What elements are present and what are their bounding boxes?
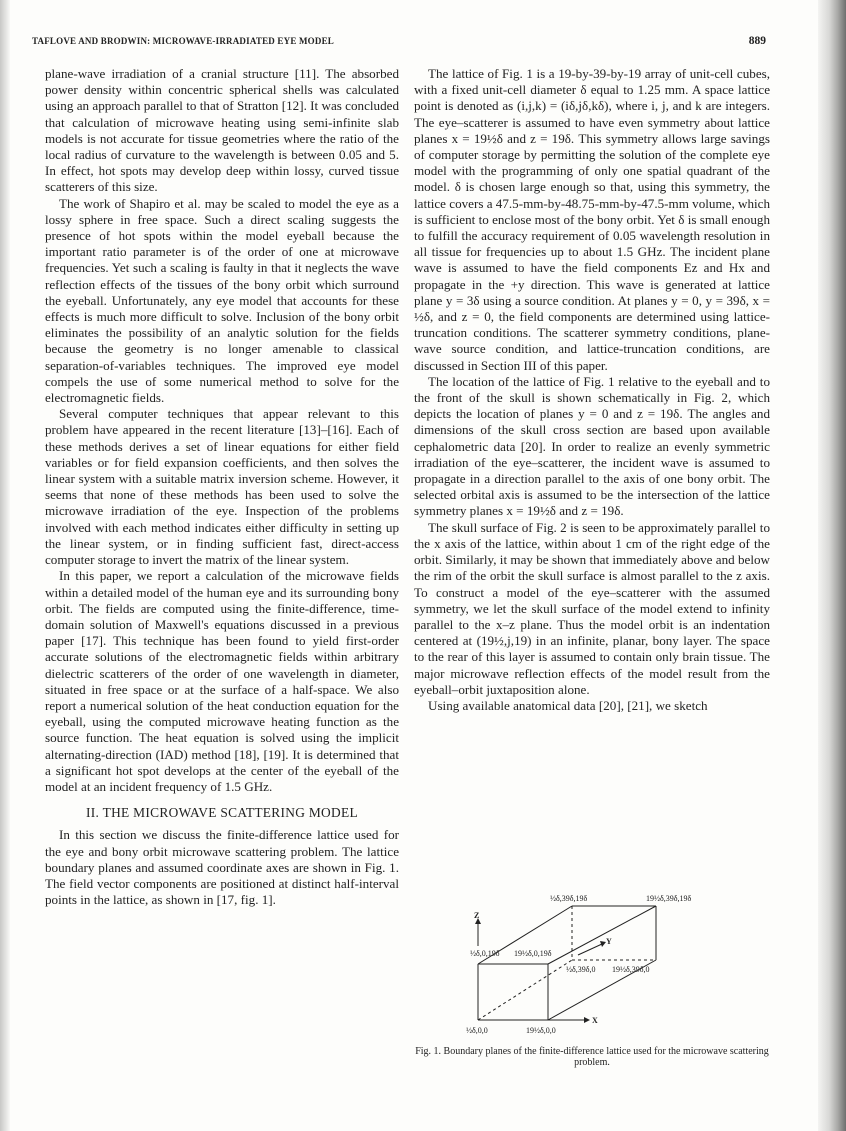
paragraph: Using available anatomical data [20], [21], we sketch: [428, 697, 708, 713]
label-axis-y: Y: [606, 937, 612, 946]
paragraph: plane-wave irradiation of a cranial structure [11]. The absorbed power density within concentric spherical shells was calculated using an approach parallel to that of Stratton [12]. It was concluded that calculation of microwave heating using semi-infinite slab models is not accurate for tissue geometries where the ratio of the local radius of curvature to the wavelength is between 0.05 and 5. In effect, hot spots may develop deep within lossy, curved tissue scatterers of this size.: [45, 66, 399, 195]
label-axis-x: X: [592, 1016, 598, 1025]
label-axis-z: Z: [474, 911, 480, 920]
scan-right-edge: [818, 0, 846, 1131]
hidden-bottom-left-depth-edge: [478, 960, 572, 1020]
lattice-diagram: [414, 888, 770, 1044]
paragraph: The lattice of Fig. 1 is a 19-by-39-by-19 array of unit-cell cubes, with a fixed unit-cell diameter δ equal to 1.25 mm. A space lattice point is denoted as (i,j,k) = (iδ,jδ,kδ), where i, j, and k are integers. The eye–scatterer is assumed to have even symmetry about lattice planes x = 19½δ and z = 19δ. This symmetry allows large savings of computer storage by permitting the solution of the complete eye model with the programming of only one spatial quadrant of the model. δ is chosen large enough so that, using this symmetry, the lattice covers a 47.5-mm-by-48.75-mm-by-47.5-mm volume, which is sufficient to enclose most of the bony orbit. Yet δ is small enough to fulfill the accuracy requirement of 0.05 wavelength resolution in all tissue for frequencies up to about 1.5 GHz. The incident plane wave is assumed to have the field components Ez and Hx and propagate in the +y direction. This wave is generated at lattice plane y = 3δ using a source condition. At planes y = 0, y = 39δ, x = ½δ, and z = 0, the field components are determined using lattice-truncation conditions. The scatterer symmetry conditions, plane-wave source condition, and lattice-truncation conditions, are discussed in Section III of this paper.: [414, 66, 770, 373]
paragraph: The work of Shapiro et al. may be scaled to model the eye as a lossy sphere in free space. Such a direct scaling suggests the presence of hot spots within the model eyeball because the important ratio parameter is of the order of one at microwave frequencies. Yet such a scaling is faulty in that it neglects the wave reflection effects of the tissues of the bony orbit which surround the eyeball. Unfortunately, any eye model that accounts for these effects is much more difficult to solve. Inclusion of the bony orbit eliminates the possibility of an analytic solution for the fields because the geometry is no longer amenable to classical separation-of-variables techniques. The improved eye model compels the use of some numerical method to solve for the electromagnetic fields.: [45, 195, 399, 406]
top-right-depth-edge: [548, 906, 656, 964]
left-column: [45, 66, 399, 908]
paragraph: The location of the lattice of Fig. 1 relative to the eyeball and to the front of the skull is shown schematically in Fig. 2, which depicts the location of planes y = 0 and z = 19δ. The angles and dimensions of the skull cross section are based upon available cephalometric data [20]. In order to realize an evenly symmetric irradiation of the eye–scatterer, the incident wave is assumed to propagate in a direction parallel to the axis of one bony orbit. The selected orbital axis is assumed to be the intersection of the lattice symmetry planes x = 19½δ and z = 19δ.: [414, 373, 770, 519]
scan-left-edge: [0, 0, 10, 1131]
section-heading: II. THE MICROWAVE SCATTERING MODEL: [86, 805, 358, 821]
running-title: TAFLOVE AND BRODWIN: MICROWAVE-IRRADIATED EYE MODEL: [32, 36, 334, 46]
label-mid-center: 19½δ,0,19δ: [514, 949, 552, 958]
figure-caption: Fig. 1. Boundary planes of the finite-difference lattice used for the microwave scattering problem.: [415, 1046, 769, 1068]
label-top-left: ½δ,39δ,19δ: [550, 894, 588, 903]
paragraph: The skull surface of Fig. 2 is seen to be approximately parallel to the x axis of the lattice, within about 1 cm of the right edge of the orbit. Similarly, it may be shown that immediately above and below the rim of the orbit the skull surface is almost parallel to the z axis. To construct a model of the eye–scatterer with the assumed symmetry, we let the skull surface of the model extend to infinity parallel to the x–z plane. Thus the model orbit is an indentation centered at (19½,j,19) in an infinite, planar, bony layer. The space to the rear of this layer is assumed to contain only brain tissue. The major microwave reflection effects of the model result from the eyeball–orbit juxtaposition alone.: [414, 519, 770, 697]
page-header: [32, 36, 766, 52]
label-back-bottom-left: ½δ,39δ,0: [566, 965, 596, 974]
page-number: 889: [748, 35, 766, 47]
label-back-bottom-right: 19½δ,39δ,0: [612, 965, 650, 974]
paragraph: Several computer techniques that appear relevant to this problem have appeared in the recent literature [13]–[16]. Each of these methods derives a set of linear equations for either field variables or for field expansion coefficients, and then solves the linear system with a suitable matrix inversion scheme. However, it seems that none of these methods has been used to solve the microwave irradiation of the eye. Inspection of the problems involved with each method indicates either difficulty in setting up the linear system, or in finding sufficient fast, direct-access computer storage to invert the matrix of the linear system.: [45, 406, 399, 568]
label-bottom-right: 19½δ,0,0: [526, 1026, 556, 1035]
figure-1: [414, 888, 770, 1088]
label-bottom-left: ½δ,0,0: [466, 1026, 488, 1035]
paragraph: In this section we discuss the finite-difference lattice used for the eye and bony orbit microwave scattering problem. The lattice boundary planes and assumed coordinate axes are shown in Fig. 1. The field vector components are positioned at distinct half-interval points in the lattice, as shown in [17, fig. 1].: [45, 827, 399, 908]
right-column: [414, 66, 770, 714]
label-top-right: 19½δ,39δ,19δ: [646, 894, 692, 903]
label-mid-left: ½δ,0,19δ: [470, 949, 500, 958]
x-axis-arrow-icon: [584, 1017, 590, 1023]
paragraph: In this paper, we report a calculation of the microwave fields within a detailed model of the human eye and its surrounding bony orbit. The fields are computed using the finite-difference, time-domain solution of Maxwell's equations discussed in a previous paper [17]. This technique has been found to yield first-order accurate solutions of the electromagnetic fields within arbitrary dielectric scatterers of the order of one wavelength in diameter, situated in free space or at the surface of a half-space. We also report a numerical solution of the heat conduction equation for the eyeball, using the computed microwave heating function as the source function. The heat equation is solved using the implicit alternating-direction (IAD) method [18], [19]. It is determined that a significant hot spot develops at the center of the eyeball of the model at an incident frequency of 1.5 GHz.: [45, 568, 399, 794]
